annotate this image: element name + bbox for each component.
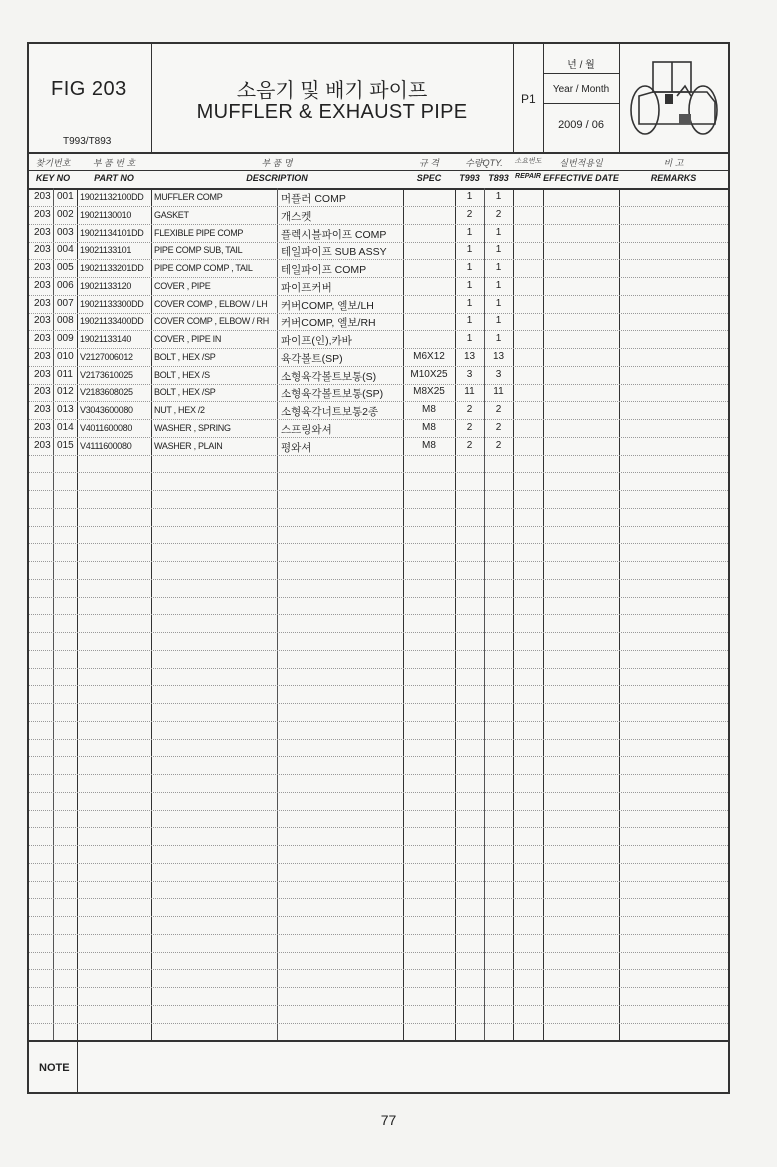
description-en: COVER , PIPE IN: [154, 334, 222, 344]
key-cell: 002: [57, 208, 74, 220]
empty-row: [29, 525, 728, 544]
empty-row: [29, 916, 728, 935]
empty-row: [29, 490, 728, 509]
part-number: 19021132100DD: [80, 192, 144, 202]
table-row: [29, 241, 728, 260]
spec-cell: M8: [422, 404, 436, 415]
title-english: MUFFLER & EXHAUST PIPE: [196, 101, 468, 123]
empty-row: [29, 561, 728, 580]
empty-row: [29, 845, 728, 864]
qty-t993: 13: [463, 350, 476, 362]
fig-cell: 203: [34, 404, 51, 415]
part-number: 19021133300DD: [80, 298, 144, 309]
empty-row: [29, 934, 728, 953]
empty-row: [29, 792, 728, 811]
qty-t993: 1: [466, 333, 473, 344]
qty-t893: 11: [493, 386, 504, 398]
qty-t893: 2: [495, 439, 502, 451]
col-repair: 소요번도 REPAIR: [514, 158, 542, 180]
qty-t993: 1: [466, 191, 473, 202]
qty-t993: 1: [466, 226, 473, 238]
table-row: [29, 437, 728, 456]
qty-t993: 1: [466, 244, 473, 256]
part-number: V4111600080: [80, 440, 132, 451]
key-cell: 007: [57, 297, 74, 309]
empty-row: [29, 951, 728, 970]
empty-row: [29, 987, 728, 1006]
qty-t993: 2: [466, 404, 473, 415]
qty-t893: 3: [495, 368, 502, 380]
description-ko: 테일파이프 SUB ASSY: [281, 246, 387, 259]
qty-t893: 2: [495, 404, 502, 415]
spec-cell: M10X25: [410, 368, 448, 380]
fig-cell: 203: [34, 262, 51, 273]
description-ko: 평와셔: [281, 441, 312, 454]
description-ko: 커버COMP, 엘보/LH: [281, 299, 374, 312]
empty-row: [29, 579, 728, 598]
key-cell: 011: [57, 368, 73, 380]
page-code-box: [513, 44, 543, 152]
spec-cell: M8: [422, 439, 436, 451]
key-cell: 006: [57, 279, 74, 291]
key-cell: 005: [57, 262, 74, 273]
key-cell: 013: [57, 404, 74, 415]
description-ko: 육각볼트(SP): [281, 352, 343, 365]
empty-row: [29, 721, 728, 740]
description-ko: 스프링와셔: [281, 423, 332, 436]
tractor-icon: [619, 44, 728, 152]
table-row: [29, 312, 728, 331]
empty-row: [29, 650, 728, 669]
col-effective-date: 실번적용일 EFFECTIVE DATE: [543, 158, 619, 183]
description-en: BOLT , HEX /S: [154, 369, 210, 380]
part-number: V2173610025: [80, 369, 133, 380]
description-en: WASHER , SPRING: [154, 422, 231, 433]
fig-cell: 203: [34, 279, 51, 291]
fig-cell: 203: [34, 191, 51, 202]
empty-row: [29, 898, 728, 917]
qty-t893: 1: [495, 244, 502, 256]
part-number: V4011600080: [80, 422, 133, 433]
part-number: 19021133120: [80, 280, 132, 291]
part-number: 19021133400DD: [80, 316, 144, 327]
empty-row: [29, 1005, 728, 1024]
issue-date: 2009 / 06: [558, 119, 604, 131]
description-ko: 소형육각볼트보통(S): [281, 370, 377, 383]
table-row: [29, 383, 728, 402]
description-en: WASHER , PLAIN: [154, 440, 223, 451]
model-list: T993/T893: [63, 136, 112, 147]
description-en: MUFFLER COMP: [154, 192, 223, 202]
table-row: [29, 419, 728, 438]
empty-row: [29, 756, 728, 775]
fig-cell: 203: [34, 208, 51, 220]
fig-cell: 203: [34, 421, 51, 433]
qty-t993: 2: [466, 208, 473, 220]
qty-t993: 1: [466, 262, 473, 273]
part-number: 19021133101: [80, 245, 132, 256]
page-code: P1: [521, 92, 536, 106]
empty-row: [29, 863, 728, 882]
empty-row: [29, 508, 728, 527]
qty-t893: 1: [495, 333, 502, 344]
description-en: COVER COMP , ELBOW / LH: [154, 298, 268, 309]
table-row: [29, 401, 728, 420]
part-number: 19021133140: [80, 334, 132, 344]
key-cell: 014: [57, 421, 74, 433]
description-ko: 소형육각볼트보통(SP): [281, 388, 384, 401]
year-month-box: [543, 44, 619, 152]
spec-cell: M8: [422, 421, 436, 433]
key-cell: 001: [57, 191, 74, 202]
qty-t993: 3: [466, 368, 473, 380]
key-cell: 008: [57, 315, 74, 327]
col-part: 부 품 번 호 PART NO: [92, 158, 136, 183]
fig-cell: 203: [34, 244, 51, 256]
qty-t893: 1: [495, 191, 502, 202]
key-cell: 003: [57, 226, 74, 238]
description-en: FLEXIBLE PIPE COMP: [154, 227, 244, 238]
qty-t893: 1: [495, 279, 502, 291]
empty-row: [29, 703, 728, 722]
qty-t893: 1: [495, 297, 502, 309]
key-cell: 009: [57, 333, 74, 344]
column-header: [29, 152, 728, 190]
part-number: 19021133201DD: [80, 263, 144, 273]
description-ko: 파이프커버: [281, 281, 332, 294]
description-en: PIPE COMP SUB, TAIL: [154, 245, 243, 256]
qty-t893: 2: [495, 421, 502, 433]
part-number: V2183608025: [80, 387, 133, 398]
description-en: BOLT , HEX /SP: [154, 351, 216, 362]
fig-cell: 203: [34, 386, 51, 398]
qty-t993: 11: [464, 386, 475, 398]
description-ko: 플렉시블파이프 COMP: [281, 228, 387, 241]
qty-t993: 1: [466, 279, 473, 291]
figure-box: [29, 44, 151, 152]
empty-row: [29, 969, 728, 988]
description-ko: 파이프(인),카바: [281, 335, 352, 347]
qty-t893: 1: [495, 315, 502, 327]
year-month-label: Year / Month: [552, 84, 610, 95]
parts-sheet: [27, 42, 730, 1094]
tractor-illustration: [619, 44, 728, 152]
note-section: [29, 1040, 728, 1094]
sheet-header: [29, 44, 728, 154]
qty-t993: 1: [466, 297, 473, 309]
table-row: [29, 188, 728, 207]
empty-row: [29, 454, 728, 473]
part-number: V2127006012: [80, 351, 133, 362]
qty-t893: 13: [492, 350, 505, 362]
description-en: PIPE COMP COMP , TAIL: [154, 263, 253, 273]
empty-row: [29, 738, 728, 757]
part-number: 19021130010: [80, 209, 132, 220]
qty-t893: 2: [495, 208, 502, 220]
table-row: [29, 277, 728, 296]
description-en: GASKET: [154, 209, 189, 220]
fig-cell: 203: [34, 350, 51, 362]
description-ko: 테일파이프 COMP: [281, 264, 367, 276]
fig-cell: 203: [34, 333, 51, 344]
description-en: COVER COMP , ELBOW / RH: [154, 316, 269, 327]
description-ko: 머플러 COMP: [281, 193, 346, 205]
table-row: [29, 330, 728, 349]
empty-row: [29, 774, 728, 793]
title-korean: 소음기 및 배기 파이프: [236, 80, 428, 102]
description-en: NUT , HEX /2: [154, 405, 205, 415]
empty-row: [29, 685, 728, 704]
key-cell: 004: [57, 244, 74, 256]
description-en: COVER , PIPE: [154, 280, 211, 291]
col-key: 찾기번호 KEY NO: [35, 158, 71, 183]
table-row: [29, 206, 728, 225]
qty-t993: 1: [466, 315, 473, 327]
key-cell: 010: [57, 350, 74, 362]
fig-cell: 203: [34, 315, 51, 327]
empty-row: [29, 827, 728, 846]
empty-row: [29, 809, 728, 828]
spec-cell: M8X25: [413, 386, 445, 398]
description-ko: 개스켓: [281, 210, 312, 223]
table-row: [29, 348, 728, 367]
col-remarks: 비 고 REMARKS: [650, 158, 697, 183]
description-ko: 커버COMP, 엘보/RH: [281, 317, 376, 330]
empty-row: [29, 632, 728, 651]
part-number: V3043600080: [80, 405, 133, 415]
key-cell: 012: [57, 386, 74, 398]
key-cell: 015: [57, 439, 74, 451]
part-number: 19021134101DD: [80, 227, 144, 238]
figure-number: FIG 203: [51, 78, 127, 100]
empty-row: [29, 1022, 728, 1041]
empty-row: [29, 880, 728, 899]
qty-t993: 2: [466, 439, 473, 451]
empty-row: [29, 667, 728, 686]
col-description: 부 품 명 DESCRIPTION: [246, 158, 308, 183]
description-ko: 소형육각너트보통2종: [281, 406, 379, 418]
fig-cell: 203: [34, 368, 51, 380]
qty-t893: 1: [495, 226, 502, 238]
table-row: [29, 224, 728, 243]
description-en: BOLT , HEX /SP: [154, 387, 216, 398]
table-row: [29, 295, 728, 314]
table-row: [29, 259, 728, 278]
page-number: 77: [380, 1112, 397, 1128]
empty-row: [29, 472, 728, 491]
table-row: [29, 366, 728, 385]
fig-cell: 203: [34, 439, 51, 451]
spec-cell: M6X12: [413, 350, 445, 362]
year-month-korean: 년 / 월: [567, 60, 595, 71]
empty-row: [29, 543, 728, 562]
qty-t893: 1: [495, 262, 502, 273]
title-box: [151, 44, 513, 152]
empty-row: [29, 614, 728, 633]
fig-cell: 203: [34, 226, 51, 238]
col-qty: 수량QTY. T993 T893: [459, 158, 509, 183]
fig-cell: 203: [34, 297, 51, 309]
parts-table-body: [29, 188, 728, 1040]
empty-row: [29, 596, 728, 615]
col-spec: 규 격 SPEC: [416, 158, 442, 183]
qty-t993: 2: [466, 421, 473, 433]
note-label: NOTE: [39, 1062, 70, 1074]
